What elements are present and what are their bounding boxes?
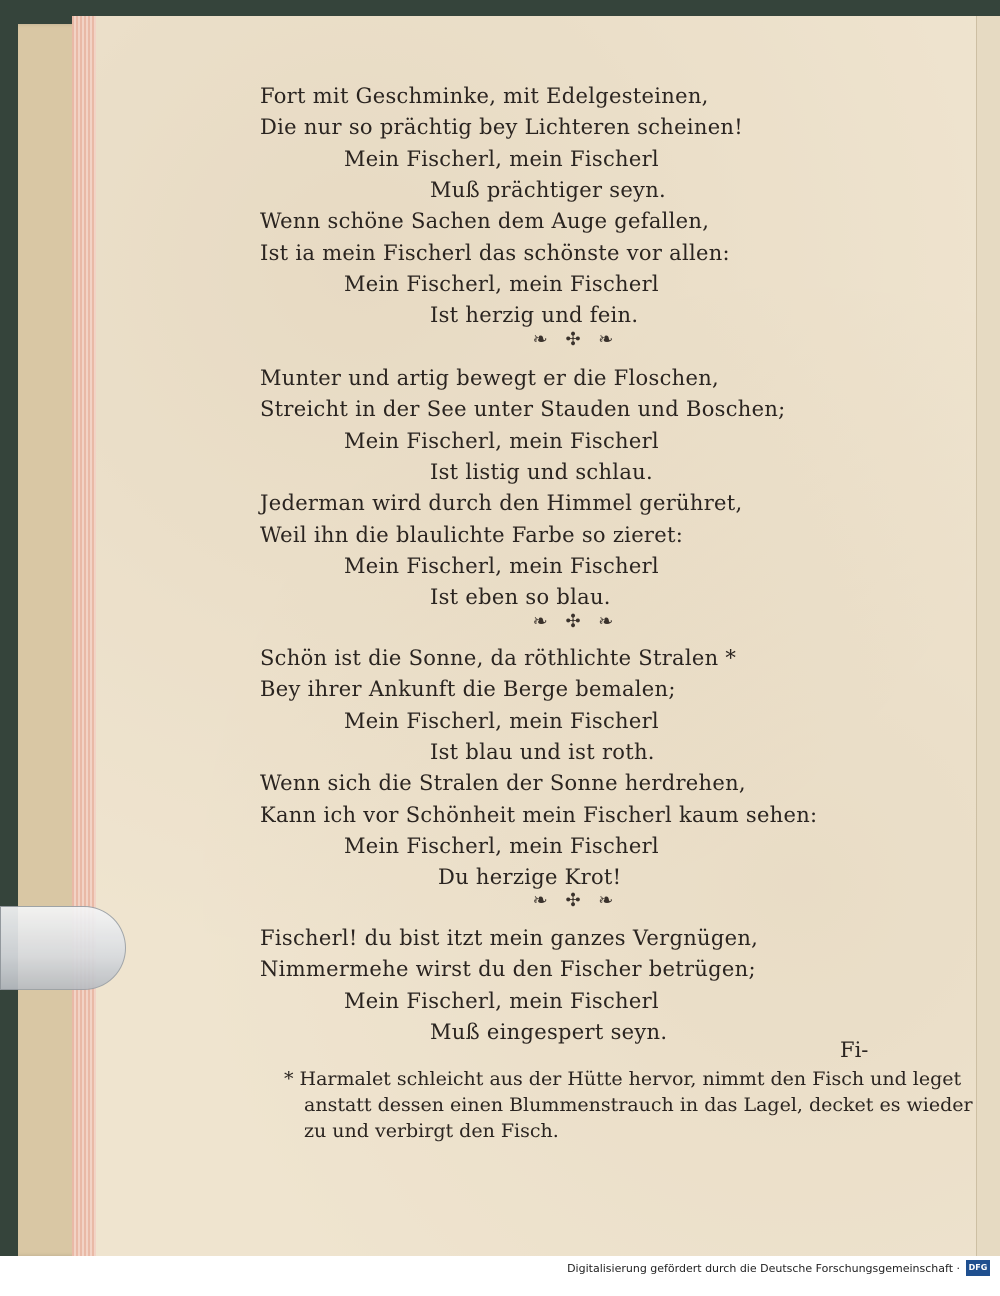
digitization-credit: Digitalisierung gefördert durch die Deutsche Forschungsgemeinschaft · xyxy=(567,1262,960,1275)
poem-line: Wenn schöne Sachen dem Auge gefallen, xyxy=(260,209,710,234)
poem-line: Munter und artig bewegt er die Floschen, xyxy=(260,366,719,390)
dfg-logo: DFG xyxy=(966,1260,990,1276)
catchword: Fi- xyxy=(840,1038,869,1062)
page-clip xyxy=(0,906,126,990)
poem-line: Mein Fischerl, mein Fischerl xyxy=(344,271,659,296)
book-page xyxy=(96,16,976,1256)
footnote-line: anstatt dessen einen Blummenstrauch in das Lagel, decket es wieder xyxy=(304,1094,973,1116)
poem-line: Mein Fischerl, mein Fischerl xyxy=(344,988,659,1013)
adjacent-page-edge xyxy=(976,16,1000,1256)
poem-line: Fort mit Geschminke, mit Edelgesteinen, xyxy=(260,84,709,108)
poem-line: Mein Fischerl, mein Fischerl xyxy=(344,553,659,578)
poem-text xyxy=(96,16,976,1256)
poem-line: Mein Fischerl, mein Fischerl xyxy=(344,708,659,733)
poem-line: Ist eben so blau. xyxy=(430,585,611,610)
poem-line: Muß prächtiger seyn. xyxy=(430,177,667,202)
poem-line: Streicht in der See unter Stauden und Boschen; xyxy=(260,397,786,422)
poem-line: Wenn sich die Stralen der Sonne herdrehen, xyxy=(260,771,746,796)
poem-line: Ist blau und ist roth. xyxy=(430,739,655,764)
stanza-ornament: ❧ ✣ ❧ xyxy=(532,890,620,911)
poem-line: Jederman wird durch den Himmel gerühret, xyxy=(260,491,743,516)
poem-line: Muß eingespert seyn. xyxy=(430,1019,668,1044)
poem-line: Mein Fischerl, mein Fischerl xyxy=(344,833,659,858)
poem-line: Du herzige Krot! xyxy=(438,865,622,890)
stanza-ornament: ❧ ✣ ❧ xyxy=(532,329,620,350)
stanza-ornament: ❧ ✣ ❧ xyxy=(532,611,620,632)
poem-line: Ist listig und schlau. xyxy=(430,459,653,484)
poem-line: Kann ich vor Schönheit mein Fischerl kaum sehen: xyxy=(260,802,818,827)
poem-line: Ist ia mein Fischerl das schönste vor allen: xyxy=(260,240,730,265)
poem-line: Schön ist die Sonne, da röthlichte Stralen * xyxy=(260,646,737,670)
poem-line: Ist herzig und fein. xyxy=(430,303,639,328)
footnote-line: * Harmalet schleicht aus der Hütte hervor, nimmt den Fisch und leget xyxy=(284,1068,962,1090)
poem-line: Mein Fischerl, mein Fischerl xyxy=(344,146,659,171)
footnote-line: zu und verbirgt den Fisch. xyxy=(304,1120,559,1142)
poem-line: Fischerl! du bist itzt mein ganzes Vergnügen, xyxy=(260,926,759,950)
poem-line: Nimmermehe wirst du den Fischer betrügen; xyxy=(260,957,756,982)
poem-line: Weil ihn die blaulichte Farbe so zieret: xyxy=(260,522,684,547)
poem-line: Die nur so prächtig bey Lichteren scheinen! xyxy=(260,115,743,140)
poem-line: Bey ihrer Ankunft die Berge bemalen; xyxy=(260,677,676,702)
poem-line: Mein Fischerl, mein Fischerl xyxy=(344,428,659,453)
